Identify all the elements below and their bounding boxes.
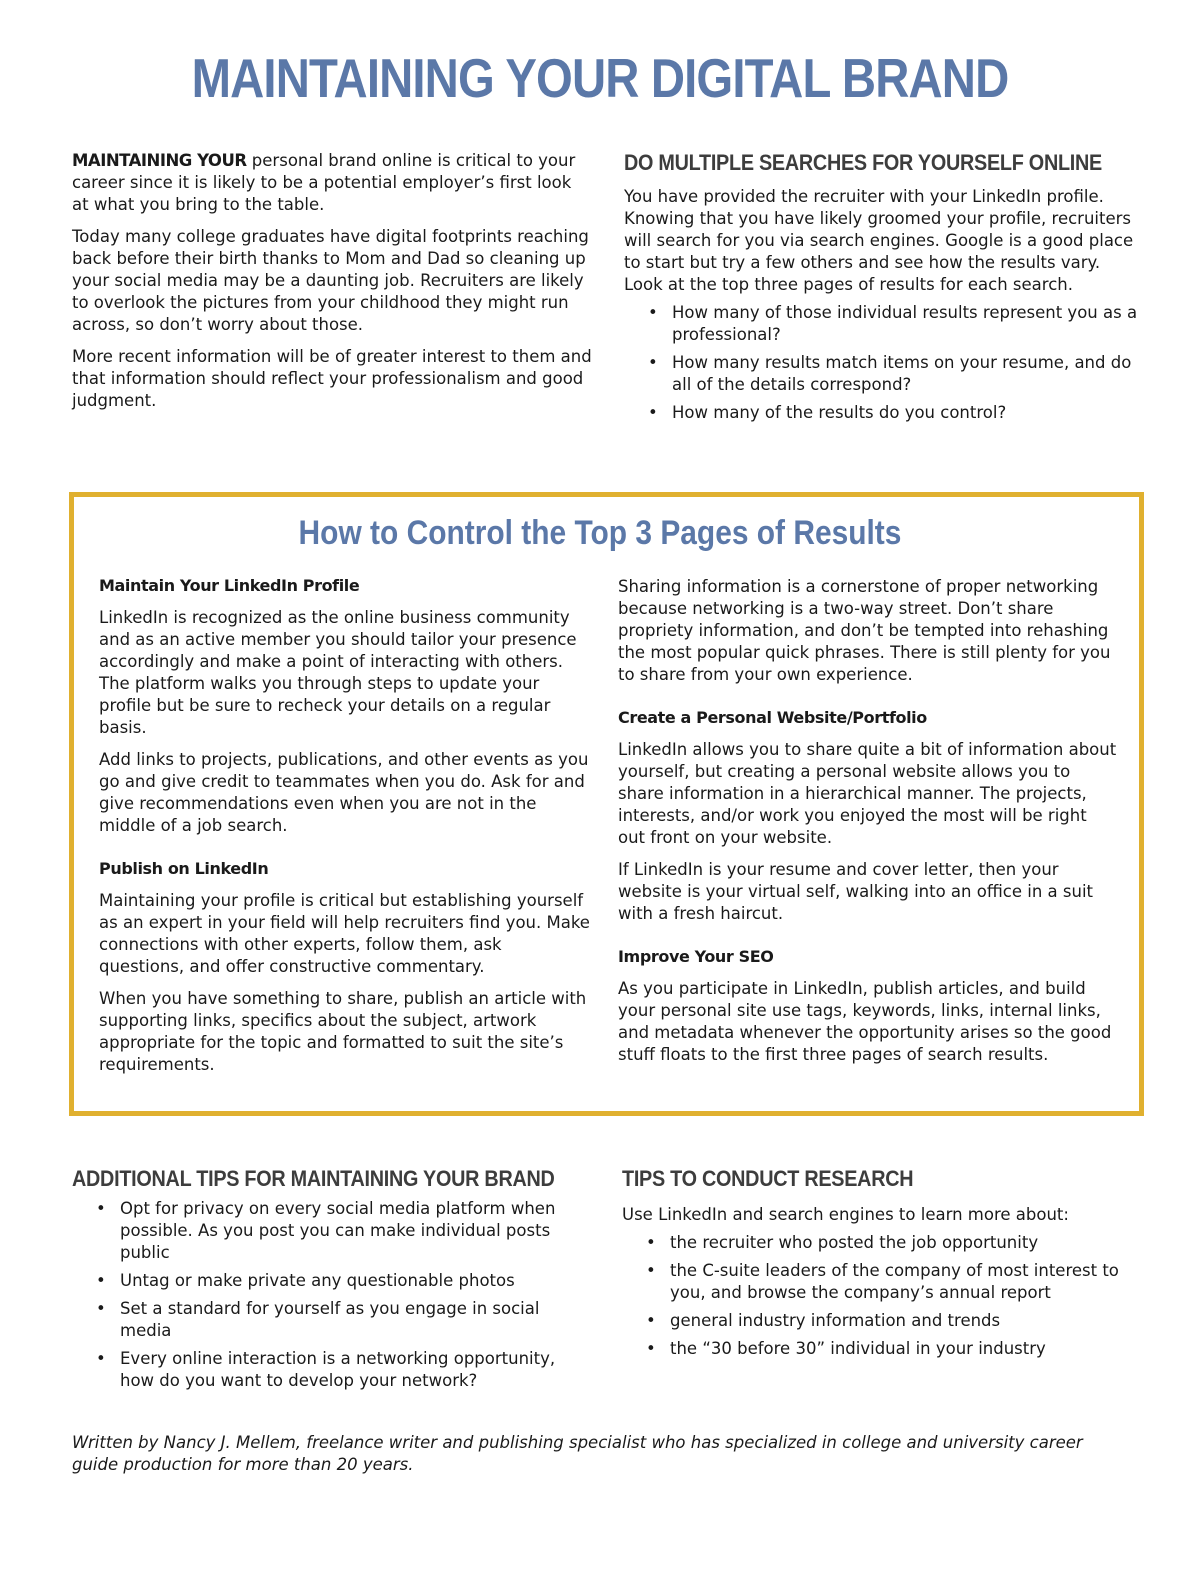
searches-body: You have provided the recruiter with your LinkedIn profile. Knowing that you have likely groomed your profile, recruiters will search for you via search engines. Google is a good place to start but try a few others and see how the results vary. Look at the top three pages of results for each search. xyxy=(624,187,1134,294)
bullet-icon: • xyxy=(96,1299,106,1318)
bullet-icon: • xyxy=(96,1199,106,1218)
sharing-p1: Sharing information is a cornerstone of proper networking because networking is a two-way street. Don’t share propriety information, and don’t be tempted into rehashing the most popular quick phrases. There is still plenty for you to share from your own experience. xyxy=(618,577,1111,684)
list-item: • Untag or make private any questionable photos xyxy=(96,1271,515,1290)
tips-list xyxy=(72,1198,592,1392)
searches-heading: DO MULTIPLE SEARCHES FOR YOURSELF ONLINE xyxy=(624,150,1102,175)
list-item: • the C-suite leaders of the company of most interest to you, and browse the company’s annual report xyxy=(646,1261,1119,1302)
linkedin-profile-p2: Add links to projects, publications, and other events as you go and give credit to teammates when you do. Ask for and give recommendations even when you are not in the middle of a job search. xyxy=(99,750,589,835)
linkedin-profile-heading: Maintain Your LinkedIn Profile xyxy=(99,576,360,595)
list-item: • How many of those individual results represent you as a professional? xyxy=(648,303,1138,344)
list-item: • Every online interaction is a networking opportunity, how do you want to develop your network? xyxy=(96,1349,556,1390)
tips-section xyxy=(72,1166,592,1398)
research-list xyxy=(622,1232,1142,1360)
seo-p1: As you participate in LinkedIn, publish articles, and build your personal site use tags, keywords, links, internal links, and metadata whenever the opportunity arises so the good stuff floats to the first three pages of search results. xyxy=(618,979,1112,1064)
author-credit: Written by Nancy J. Mellem, freelance writer and publishing specialist who has specialized in college and university career guide production for more than 20 years. xyxy=(72,1433,1083,1474)
box-left-column xyxy=(99,576,591,1086)
bullet-icon: • xyxy=(648,303,658,322)
bullet-icon: • xyxy=(646,1311,656,1330)
list-item: • general industry information and trends xyxy=(646,1311,1001,1330)
research-section xyxy=(622,1166,1142,1366)
research-intro: Use LinkedIn and search engines to learn more about: xyxy=(622,1205,1069,1224)
bullet-icon: • xyxy=(96,1271,106,1290)
box-title: How to Control the Top 3 Pages of Results xyxy=(298,514,902,552)
list-item: • Set a standard for yourself as you engage in social media xyxy=(96,1299,540,1340)
bullet-icon: • xyxy=(648,403,658,422)
publish-p1: Maintaining your profile is critical but establishing yourself as an expert in your field will help recruiters find you. Make connections with other experts, follow them, ask questions, and offer constructive commentary. xyxy=(99,891,590,976)
bullet-icon: • xyxy=(646,1233,656,1252)
searches-list xyxy=(624,302,1144,424)
list-item: • the “30 before 30” individual in your industry xyxy=(646,1339,1046,1358)
bullet-icon: • xyxy=(648,353,658,372)
intro-lead: MAINTAINING YOUR xyxy=(72,151,247,170)
seo-heading: Improve Your SEO xyxy=(618,947,774,966)
intro-section xyxy=(72,150,592,422)
linkedin-profile-p1: LinkedIn is recognized as the online business community and as an active member you should tailor your presence accordingly and make a point of interacting with others. The platform walks you through steps to update your profile but be sure to recheck your details on a regular basis. xyxy=(99,608,577,737)
box-right-column xyxy=(618,576,1118,1076)
bullet-icon: • xyxy=(646,1261,656,1280)
list-item: • How many results match items on your resume, and do all of the details correspond? xyxy=(648,353,1132,394)
bullet-icon: • xyxy=(96,1349,106,1368)
website-p2: If LinkedIn is your resume and cover letter, then your website is your virtual self, walking into an office in a suit with a fresh haircut. xyxy=(618,860,1094,923)
intro-p1-text: personal brand online is critical to your career since it is likely to be a potential employer’s first look at what you bring to the table. xyxy=(72,151,576,214)
intro-paragraph-3: More recent information will be of greater interest to them and that information should reflect your professionalism and good judgment. xyxy=(72,347,592,410)
website-heading: Create a Personal Website/Portfolio xyxy=(618,708,927,727)
intro-paragraph-1 xyxy=(72,150,592,216)
list-item: • the recruiter who posted the job opportunity xyxy=(646,1233,1039,1252)
list-item: • How many of the results do you control? xyxy=(648,403,1007,422)
publish-heading: Publish on LinkedIn xyxy=(99,859,269,878)
searches-section xyxy=(624,150,1144,430)
bullet-icon: • xyxy=(646,1339,656,1358)
intro-paragraph-2: Today many college graduates have digital footprints reaching back before their birth thanks to Mom and Dad so cleaning up your social media may be a daunting job. Recruiters are likely to overlook the pictures from your childhood they might run across, so don’t worry about those. xyxy=(72,227,589,334)
website-p1: LinkedIn allows you to share quite a bit of information about yourself, but creating a personal website allows you to share information in a hierarchical manner. The projects, interests, and/or work you enjoyed the most will be right out front on your website. xyxy=(618,740,1117,847)
list-item: • Opt for privacy on every social media platform when possible. As you post you can make individual posts public xyxy=(96,1199,556,1262)
research-heading: TIPS TO CONDUCT RESEARCH xyxy=(622,1166,914,1191)
page-title: MAINTAINING YOUR DIGITAL BRAND xyxy=(191,47,1009,109)
tips-heading: ADDITIONAL TIPS FOR MAINTAINING YOUR BRAND xyxy=(72,1166,555,1191)
publish-p2: When you have something to share, publish an article with supporting links, specifics about the subject, artwork appropriate for the topic and formatted to suit the site’s requirements. xyxy=(99,989,587,1074)
